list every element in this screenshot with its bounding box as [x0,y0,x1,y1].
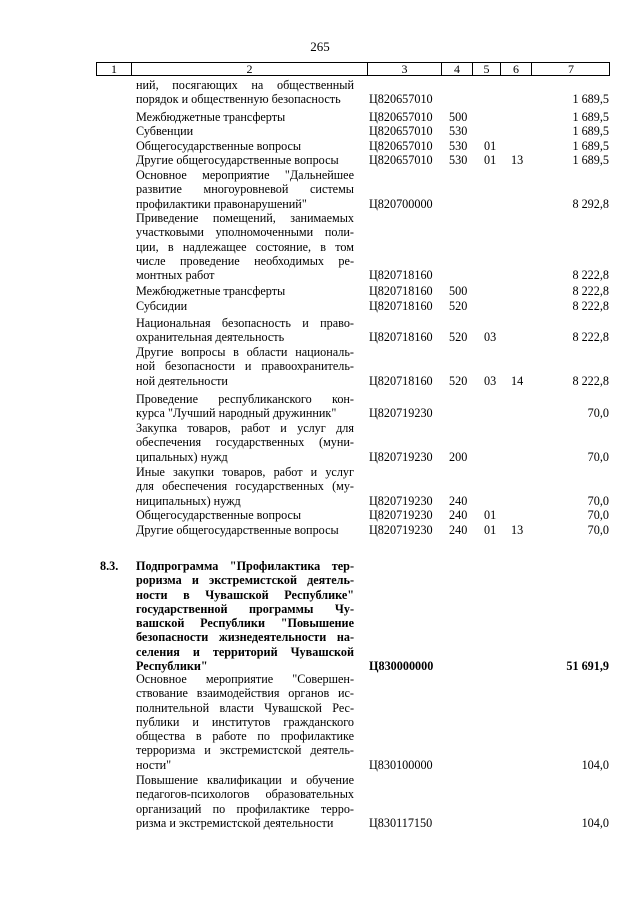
row-name-line: Другие общегосударственные вопросы [136,523,339,537]
row-name-line: ризма и экстремистской деятельности [136,815,334,830]
amount-value: 8 222,8 [572,373,609,388]
expense-type: 500 [449,284,468,298]
amount-value: 1 689,5 [572,110,609,124]
row-name [136,773,354,830]
expense-type: 200 [449,449,468,464]
table-row [0,773,640,830]
row-name [136,559,354,673]
table-row [0,110,640,124]
amount-value: 8 222,8 [572,299,609,313]
header-col-1: 1 [111,62,117,76]
target-code: Ц820657010 [369,153,433,167]
row-name-line: безопасности жизнедеятельности на- [136,630,354,645]
row-name [136,78,354,107]
header-col-3: 3 [367,63,441,75]
row-name [136,153,354,167]
row-name-line: участковыми уполномоченными поли- [136,225,354,240]
row-name [136,139,354,153]
target-code: Ц820700000 [369,196,433,211]
row-name-line: селения и территорий Чувашской [136,644,354,659]
amount-value: 51 691,9 [566,659,609,674]
amount-value: 1 689,5 [572,139,609,153]
table-row [0,139,640,153]
subsection-code: 13 [511,153,524,167]
amount-value: 8 222,8 [572,330,609,345]
row-name-line: Подпрограмма "Профилактика тер- [136,559,354,573]
target-code: Ц820718160 [369,330,433,345]
row-name-line: Повышение квалификации и обучение [136,773,354,787]
row-name-line: вашской Республики "Повышение [136,616,354,631]
amount-value: 70,0 [587,508,609,522]
row-name-line: ности" [136,757,172,772]
row-name-line: Основное мероприятие "Совершен- [136,672,354,686]
row-name-line: Закупка товаров, работ и услуг для [136,421,354,435]
table-row [0,299,640,313]
amount-value: 70,0 [587,406,609,421]
row-name [136,508,354,522]
row-name-line: обеспечения государственных (муни- [136,435,354,450]
row-name-line: монтных работ [136,268,215,283]
row-name-line: ствование взаимодействия органов ис- [136,686,354,701]
expense-type: 520 [449,373,468,388]
amount-value: 70,0 [587,523,609,537]
row-name-line: Другие общегосударственные вопросы [136,153,339,167]
amount-value: 104,0 [581,757,609,772]
expense-type: 530 [449,139,468,153]
row-name-line: терроризма и экстремистской деятель- [136,743,354,758]
header-col-7: 7 [531,63,610,75]
table-row [0,316,640,345]
row-name [136,672,354,772]
amount-value: 104,0 [581,815,609,830]
row-name-line: Межбюджетные трансферты [136,284,286,298]
row-name-line: ниципальных) нужд [136,493,241,508]
header-col-4: 4 [441,63,472,75]
target-code: Ц820657010 [369,124,433,138]
table-row [0,672,640,772]
row-name-line: Национальная безопасность и право- [136,316,354,330]
table-row [0,153,640,167]
amount-value: 1 689,5 [572,124,609,138]
page-number: 265 [310,39,330,54]
target-code: Ц820718160 [369,299,433,313]
amount-value: 8 222,8 [572,284,609,298]
row-name-line: педагогов-психологов образовательных [136,787,354,802]
row-name-line: для обеспечения государственных (му- [136,479,354,494]
table-row [0,508,640,522]
row-name-line: ний, посягающих на общественный [136,78,354,92]
expense-type: 520 [449,330,468,345]
row-name-line: Межбюджетные трансферты [136,110,286,124]
row-name [136,421,354,464]
table-row [0,465,640,508]
row-name-line: публики и институтов гражданского [136,714,354,729]
expense-type: 240 [449,493,468,508]
amount-value: 70,0 [587,449,609,464]
row-name [136,211,354,282]
row-name-line: полнительной власти Чувашской Рес- [136,700,354,715]
amount-value: 70,0 [587,493,609,508]
section-number: 8.3. [100,559,119,573]
row-name-line: организаций по профилактике терро- [136,801,354,816]
row-name-line: ности в Чувашской Республике" [136,587,354,602]
row-name [136,465,354,508]
table-row [0,284,640,298]
row-name [136,345,354,388]
row-name [136,110,354,124]
row-name-line: Проведение республиканского кон- [136,392,354,406]
expense-type: 240 [449,523,468,537]
section-code: 01 [484,508,497,522]
target-code: Ц820718160 [369,373,433,388]
row-name [136,284,354,298]
table-row [0,168,640,211]
header-col-6: 6 [500,63,531,75]
row-name-line: Иные закупки товаров, работ и услуг [136,465,354,479]
row-name [136,299,354,313]
section-code: 01 [484,523,497,537]
row-name [136,316,354,345]
section-code: 03 [484,330,497,345]
table-row [0,124,640,138]
row-name-line: числе проведение необходимых ре- [136,253,354,268]
target-code: Ц820657010 [369,92,433,107]
row-name [136,392,354,421]
target-code: Ц820719230 [369,493,433,508]
section-code: 03 [484,373,497,388]
row-name-line: Другие вопросы в области националь- [136,345,354,359]
header-col-2: 2 [131,63,367,75]
expense-type: 530 [449,124,468,138]
row-name-line: курса "Лучший народный дружинник" [136,406,337,421]
target-code: Ц830000000 [369,659,434,674]
amount-value: 1 689,5 [572,92,609,107]
target-code: Ц820719230 [369,508,433,522]
table-row [0,523,640,537]
row-name-line: общества в работе по профилактике [136,729,354,744]
table-row [0,78,640,107]
row-name [136,168,354,211]
subsection-code: 13 [511,523,524,537]
table-header [96,62,610,76]
expense-type: 500 [449,110,468,124]
table-row [0,211,640,283]
table-row [0,559,640,673]
row-name-line: Приведение помещений, занимаемых [136,211,354,225]
expense-type: 240 [449,508,468,522]
section-code: 01 [484,139,497,153]
expense-type: 530 [449,153,468,167]
row-name [136,124,354,138]
amount-value: 8 222,8 [572,268,609,283]
row-name-line: Субвенции [136,124,194,138]
target-code: Ц820719230 [369,406,433,421]
target-code: Ц820719230 [369,523,433,537]
row-name [136,523,354,537]
table-row [0,345,640,388]
row-name-line: ной деятельности [136,373,228,388]
expense-type: 520 [449,299,468,313]
row-name-line: Общегосударственные вопросы [136,508,302,522]
row-name-line: порядок и общественную безопасность [136,92,341,107]
amount-value: 8 292,8 [572,196,609,211]
row-name-line: ципальных) нужд [136,449,228,464]
header-col-5: 5 [472,63,500,75]
subsection-code: 14 [511,373,524,388]
target-code: Ц820719230 [369,449,433,464]
row-name-line: Субсидии [136,299,188,313]
row-name-line: Основное мероприятие "Дальнейшее [136,168,354,182]
target-code: Ц820657010 [369,139,433,153]
target-code: Ц830100000 [369,757,433,772]
section-code: 01 [484,153,497,167]
target-code: Ц820657010 [369,110,433,124]
target-code: Ц830117150 [369,815,433,830]
row-name-line: роризма и экстремистской деятель- [136,573,354,588]
row-name-line: ной безопасности и правоохранитель- [136,359,354,374]
amount-value: 1 689,5 [572,153,609,167]
row-name-line: государственной программы Чу- [136,601,354,616]
row-name-line: охранительная деятельность [136,330,285,345]
row-name-line: развитие многоуровневой системы [136,182,354,197]
target-code: Ц820718160 [369,268,433,283]
target-code: Ц820718160 [369,284,433,298]
row-name-line: ции, в надлежащее состояние, в том [136,239,354,254]
table-row [0,421,640,464]
row-name-line: Республики" [136,659,208,674]
row-name-line: профилактики правонарушений" [136,196,307,211]
row-name-line: Общегосударственные вопросы [136,139,302,153]
table-row [0,392,640,421]
